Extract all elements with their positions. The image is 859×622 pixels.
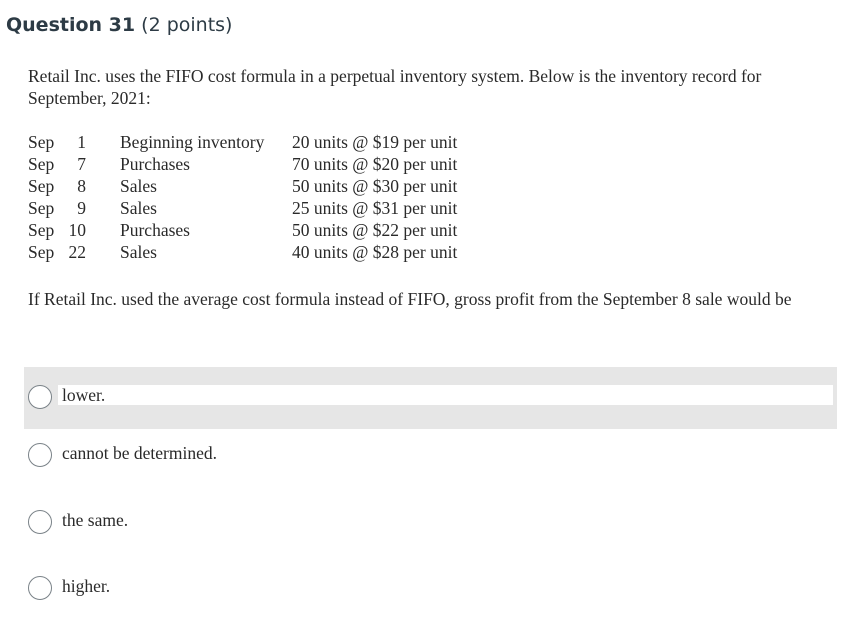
inventory-day: 9 <box>77 198 86 218</box>
radio-button[interactable] <box>28 385 52 409</box>
question-points: (2 points) <box>141 14 233 36</box>
inventory-type: Beginning inventory <box>120 132 265 152</box>
inventory-detail: 40 units @ $28 per unit <box>292 242 458 262</box>
inventory-detail: 50 units @ $22 per unit <box>292 220 458 240</box>
answer-label[interactable]: cannot be determined. <box>62 443 218 463</box>
answer-label[interactable]: lower. <box>58 385 833 405</box>
inventory-month: Sep <box>28 132 55 152</box>
inventory-month: Sep <box>28 198 55 218</box>
radio-button[interactable] <box>28 443 52 467</box>
answer-option-lower[interactable] <box>24 367 837 429</box>
inventory-type: Sales <box>120 176 157 196</box>
answer-option-higher[interactable] <box>24 558 837 620</box>
inventory-type: Sales <box>120 198 157 218</box>
answer-option-the-same[interactable] <box>24 492 837 554</box>
inventory-type: Purchases <box>120 220 190 240</box>
inventory-day: 10 <box>68 220 86 240</box>
answer-label[interactable]: higher. <box>62 576 111 596</box>
inventory-type: Purchases <box>120 154 190 174</box>
inventory-month: Sep <box>28 242 55 262</box>
inventory-day: 22 <box>68 242 86 262</box>
question-header <box>6 14 232 36</box>
inventory-month: Sep <box>28 176 55 196</box>
inventory-day: 1 <box>77 132 86 152</box>
radio-button[interactable] <box>28 510 52 534</box>
inventory-month: Sep <box>28 220 55 240</box>
question-prompt: If Retail Inc. used the average cost formula instead of FIFO, gross profit from the September 8 sale would be <box>28 289 792 309</box>
inventory-day: 7 <box>77 154 86 174</box>
inventory-type: Sales <box>120 242 157 262</box>
question-intro: Retail Inc. uses the FIFO cost formula in a perpetual inventory system. Below is the inventory record for September, 2021: <box>28 66 762 108</box>
answer-option-cannot-be-determined[interactable] <box>24 425 837 487</box>
inventory-month: Sep <box>28 154 55 174</box>
answer-label[interactable]: the same. <box>62 510 129 530</box>
inventory-detail: 70 units @ $20 per unit <box>292 154 458 174</box>
question-title: Question 31 <box>6 14 136 36</box>
inventory-detail: 20 units @ $19 per unit <box>292 132 458 152</box>
radio-button[interactable] <box>28 576 52 600</box>
inventory-detail: 25 units @ $31 per unit <box>292 198 458 218</box>
inventory-detail: 50 units @ $30 per unit <box>292 176 458 196</box>
inventory-day: 8 <box>77 176 86 196</box>
